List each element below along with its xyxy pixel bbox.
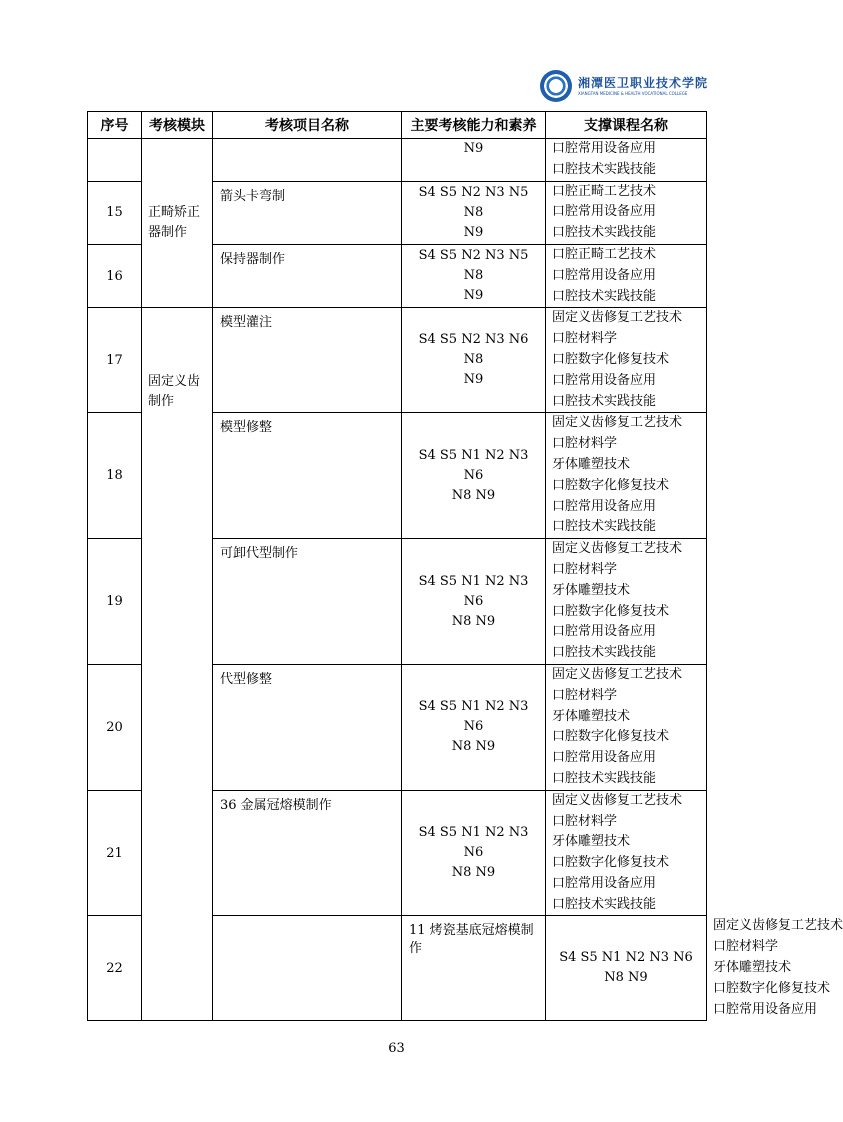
college-seal-icon	[540, 70, 572, 102]
course-name: 固定义齿修复工艺技术	[552, 310, 683, 326]
course-name: 口腔技术实践技能	[552, 896, 657, 912]
ability-cell	[402, 413, 546, 539]
course-cell	[546, 664, 707, 790]
ability-line: N9	[463, 224, 484, 240]
ability-line: N8 N9	[451, 865, 496, 881]
course-name: 口腔常用设备应用	[552, 875, 657, 891]
ability-cell	[402, 539, 546, 665]
row-num: 19	[88, 539, 142, 665]
table-row: 22 11 烤瓷基底冠熔模制作 S4 S5 N1 N2 N3 N6 N8 N9 固定义齿修复工艺技术 口腔材料学 牙体雕塑技术 口腔数字化修复技术 口腔常用设备应用	[88, 916, 707, 1021]
module-cell-fixed	[142, 308, 213, 1021]
ability-line: S4 S5 N1 N2 N3 N6	[418, 699, 529, 735]
course-name: 口腔技术实践技能	[552, 770, 657, 786]
course-name: 固定义齿修复工艺技术	[552, 415, 683, 431]
row-num: 16	[88, 244, 142, 307]
item-cell	[213, 139, 402, 182]
course-name: 口腔常用设备应用	[552, 267, 657, 283]
header-ability: 主要考核能力和素养	[402, 112, 546, 139]
course-name: 牙体雕塑技术	[552, 582, 631, 598]
college-name-cn: 湘潭医卫职业技术学院	[578, 75, 709, 90]
ability-cell	[546, 916, 707, 1021]
ability-line: S4 S5 N2 N3 N5 N8	[418, 184, 529, 220]
item-name: 模型修整	[213, 413, 402, 539]
course-name: 口腔数字化修复技术	[552, 351, 670, 367]
course-name: 口腔材料学	[552, 436, 618, 452]
ability-line: S4 S5 N1 N2 N3 N6	[559, 950, 693, 966]
page-number: 63	[388, 1041, 405, 1056]
table-row	[88, 308, 707, 413]
item-name: 36 金属冠熔模制作	[213, 790, 402, 916]
ability-cell	[402, 181, 546, 244]
module-cell-empty	[213, 916, 402, 1021]
row-num: 21	[88, 790, 142, 916]
course-name: 口腔技术实践技能	[552, 288, 657, 304]
ability-cell	[402, 139, 546, 182]
header-item: 考核项目名称	[213, 112, 402, 139]
row-num: 20	[88, 664, 142, 790]
ability-line: N8 N9	[451, 613, 496, 629]
course-name: 口腔正畸工艺技术	[552, 246, 657, 262]
course-name: 牙体雕塑技术	[552, 834, 631, 850]
ability-cell	[402, 664, 546, 790]
ability-cell	[402, 790, 546, 916]
course-name: 口腔材料学	[552, 813, 618, 829]
row-num-cell	[88, 139, 142, 182]
module-label: 正畸矫正器制作	[148, 205, 201, 241]
course-cell	[546, 413, 707, 539]
ability-line: N9	[463, 288, 484, 304]
table-row-continued	[88, 139, 707, 182]
college-name	[578, 77, 708, 96]
module-cell-ortho	[142, 139, 213, 308]
course-name: 口腔数字化修复技术	[552, 729, 670, 745]
ability-line: N8 N9	[451, 739, 496, 755]
ability-line: N8 N9	[604, 970, 648, 986]
row-num: 18	[88, 413, 142, 539]
course-name: 固定义齿修复工艺技术	[552, 666, 683, 682]
course-cell	[546, 244, 707, 307]
item-name: 模型灌注	[213, 308, 402, 413]
ability-line: S4 S5 N2 N3 N5 N8	[418, 248, 529, 284]
course-name: 口腔材料学	[552, 331, 618, 347]
module-label: 固定义齿制作	[148, 374, 201, 410]
course-name: 牙体雕塑技术	[552, 456, 631, 472]
row-num: 17	[88, 308, 142, 413]
assessment-table	[87, 111, 843, 1021]
ability-line: N9	[463, 372, 484, 388]
college-name-en: XIANGTAN MEDICINE & HEALTH VOCATIONAL COLLEGE	[578, 90, 688, 96]
ability-line: S4 S5 N1 N2 N3 N6	[418, 573, 529, 609]
row-num: 15	[88, 181, 142, 244]
ability-line: S4 S5 N2 N3 N6 N8	[418, 332, 529, 368]
ability-line: N8 N9	[451, 487, 496, 503]
ability-text: N9	[463, 141, 484, 156]
course-cell	[546, 539, 707, 665]
ability-cell	[402, 244, 546, 307]
item-name: 可卸代型制作	[213, 539, 402, 665]
header-course: 支撑课程名称	[546, 112, 707, 139]
course-name: 口腔数字化修复技术	[552, 603, 670, 619]
course-name: 口腔常用设备应用	[552, 141, 657, 156]
course-cell	[546, 181, 707, 244]
course-name: 口腔数字化修复技术	[552, 477, 670, 493]
course-name: 口腔常用设备应用	[552, 498, 657, 514]
course-name: 口腔技术实践技能	[552, 645, 657, 661]
course-name: 口腔常用设备应用	[552, 750, 657, 766]
ability-cell	[402, 308, 546, 413]
course-name: 固定义齿修复工艺技术	[552, 541, 683, 557]
course-name: 口腔数字化修复技术	[552, 855, 670, 871]
college-logo	[540, 66, 720, 106]
course-name: 口腔正畸工艺技术	[552, 183, 657, 199]
table-header-row	[88, 112, 707, 139]
course-name: 口腔技术实践技能	[552, 519, 657, 535]
ability-line: S4 S5 N1 N2 N3 N6	[418, 447, 529, 483]
ability-line: S4 S5 N1 N2 N3 N6	[418, 825, 529, 861]
item-name: 箭头卡弯制	[213, 181, 402, 244]
item-name: 11 烤瓷基底冠熔模制作	[402, 916, 546, 1021]
row-num: 22	[88, 916, 142, 1021]
course-name: 口腔技术实践技能	[552, 225, 657, 241]
course-cell	[546, 139, 707, 182]
course-name: 口腔技术实践技能	[552, 161, 657, 177]
course-name: 口腔技术实践技能	[552, 393, 657, 409]
item-name: 代型修整	[213, 664, 402, 790]
course-name: 口腔常用设备应用	[552, 204, 657, 220]
header-module: 考核模块	[142, 112, 213, 139]
course-name: 牙体雕塑技术	[552, 708, 631, 724]
course-name: 口腔常用设备应用	[552, 624, 657, 640]
course-name: 固定义齿修复工艺技术	[552, 792, 683, 808]
header-num: 序号	[88, 112, 142, 139]
course-name: 口腔常用设备应用	[552, 372, 657, 388]
item-name: 保持器制作	[213, 244, 402, 307]
course-name: 口腔材料学	[552, 687, 618, 703]
course-cell	[546, 308, 707, 413]
course-name: 口腔材料学	[552, 561, 618, 577]
course-cell	[546, 790, 707, 916]
